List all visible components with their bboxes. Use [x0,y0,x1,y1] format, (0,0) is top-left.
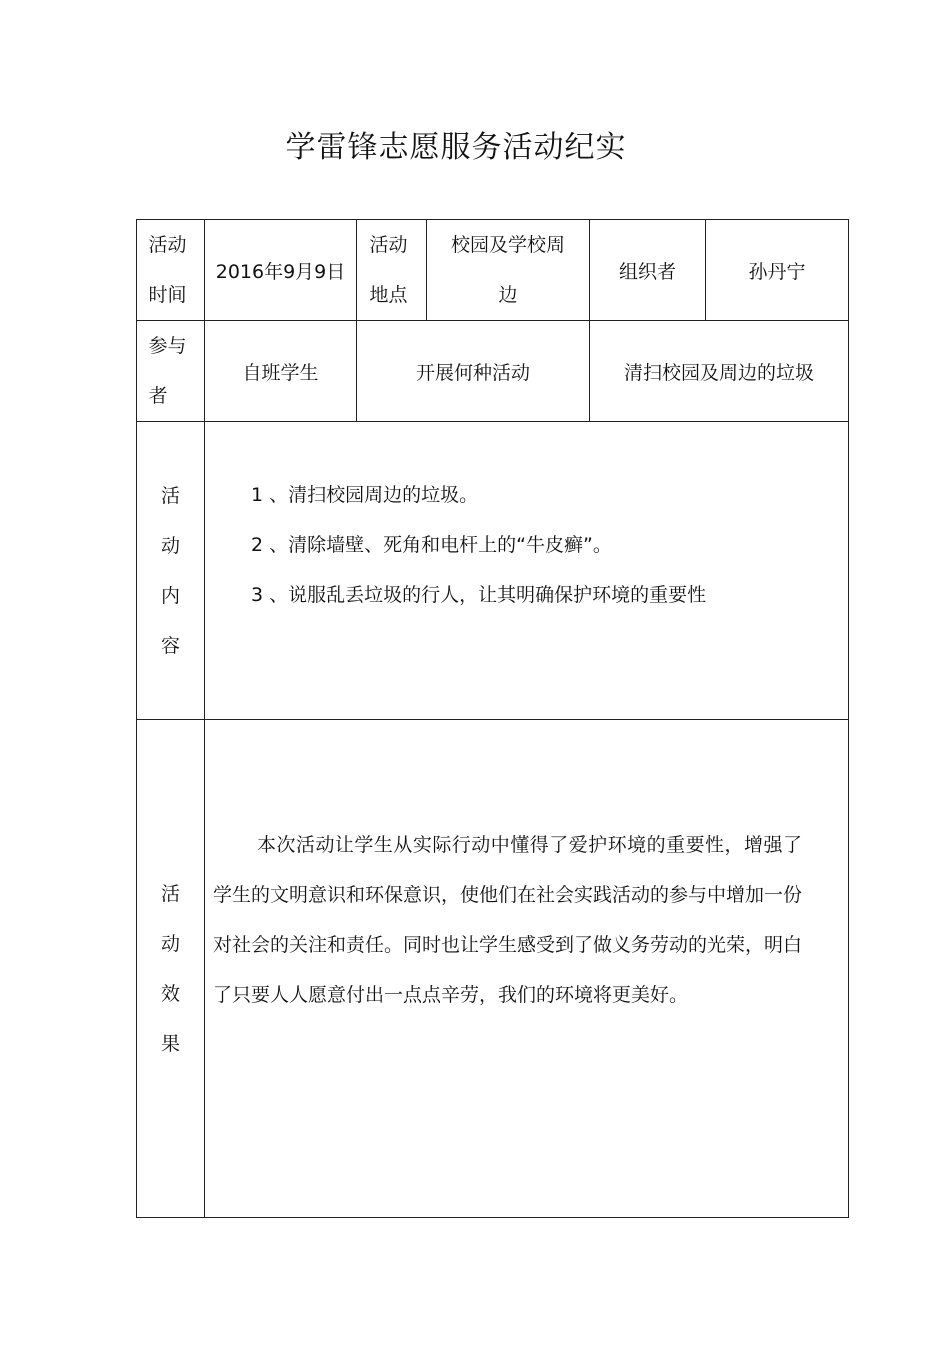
activity-type-value: 清扫校园及周边的垃圾 [623,361,814,384]
table-row-content [137,422,849,720]
participants-label: 参与者 [148,335,187,407]
content-label: 活动内容 [160,484,180,657]
effect-label: 活动效果 [160,882,180,1055]
participants-value: 自班学生 [242,361,319,384]
page-title: 学雷锋志愿服务活动纪实 [285,130,627,165]
organizer-label: 组织者 [618,260,676,283]
place-label: 活动地点 [369,234,408,306]
time-label-cell [137,220,205,321]
content-item-2: 2 、清除墙壁、死角和电杆上的“牛皮癣”。 [251,534,612,556]
place-value: 校园及学校周边 [450,234,565,306]
time-label: 活动时间 [148,234,187,306]
activity-type-value-cell [590,321,849,422]
content-list [205,470,848,620]
effect-text: 本次活动让学生从实际行动中懂得了爱护环境的重要性，增强了学生的文明意识和环保意识，使他们在社会实践活动的参与中增加一份对社会的关注和责任。同时也让学生感受到了做义务劳动的光荣，明白了只要人人愿意付出一点点辛劳，我们的环境将更美好。 [213,834,803,1006]
effect-label-cell [137,720,205,1218]
activity-type-label: 开展何种活动 [415,361,530,384]
effect-text-cell [205,720,849,1218]
content-item-3: 3 、说服乱丢垃圾的行人，让其明确保护环境的重要性 [251,584,707,606]
organizer-label-cell [590,220,706,321]
place-label-cell [357,220,427,321]
organizer-value: 孙丹宁 [748,260,806,283]
time-value-cell [205,220,357,321]
table-row-effect [137,720,849,1218]
time-value: 2016年9月9日 [215,260,346,283]
activity-record-table [136,219,849,1218]
activity-type-label-cell [357,321,590,422]
participants-value-cell [205,321,357,422]
content-list-cell [205,422,849,720]
table-row-time-place [137,220,849,321]
place-value-cell [427,220,590,321]
organizer-value-cell [706,220,849,321]
table-row-participants [137,321,849,422]
participants-label-cell [137,321,205,422]
content-item-1: 1 、清扫校园周边的垃圾。 [251,484,479,506]
content-label-cell [137,422,205,720]
